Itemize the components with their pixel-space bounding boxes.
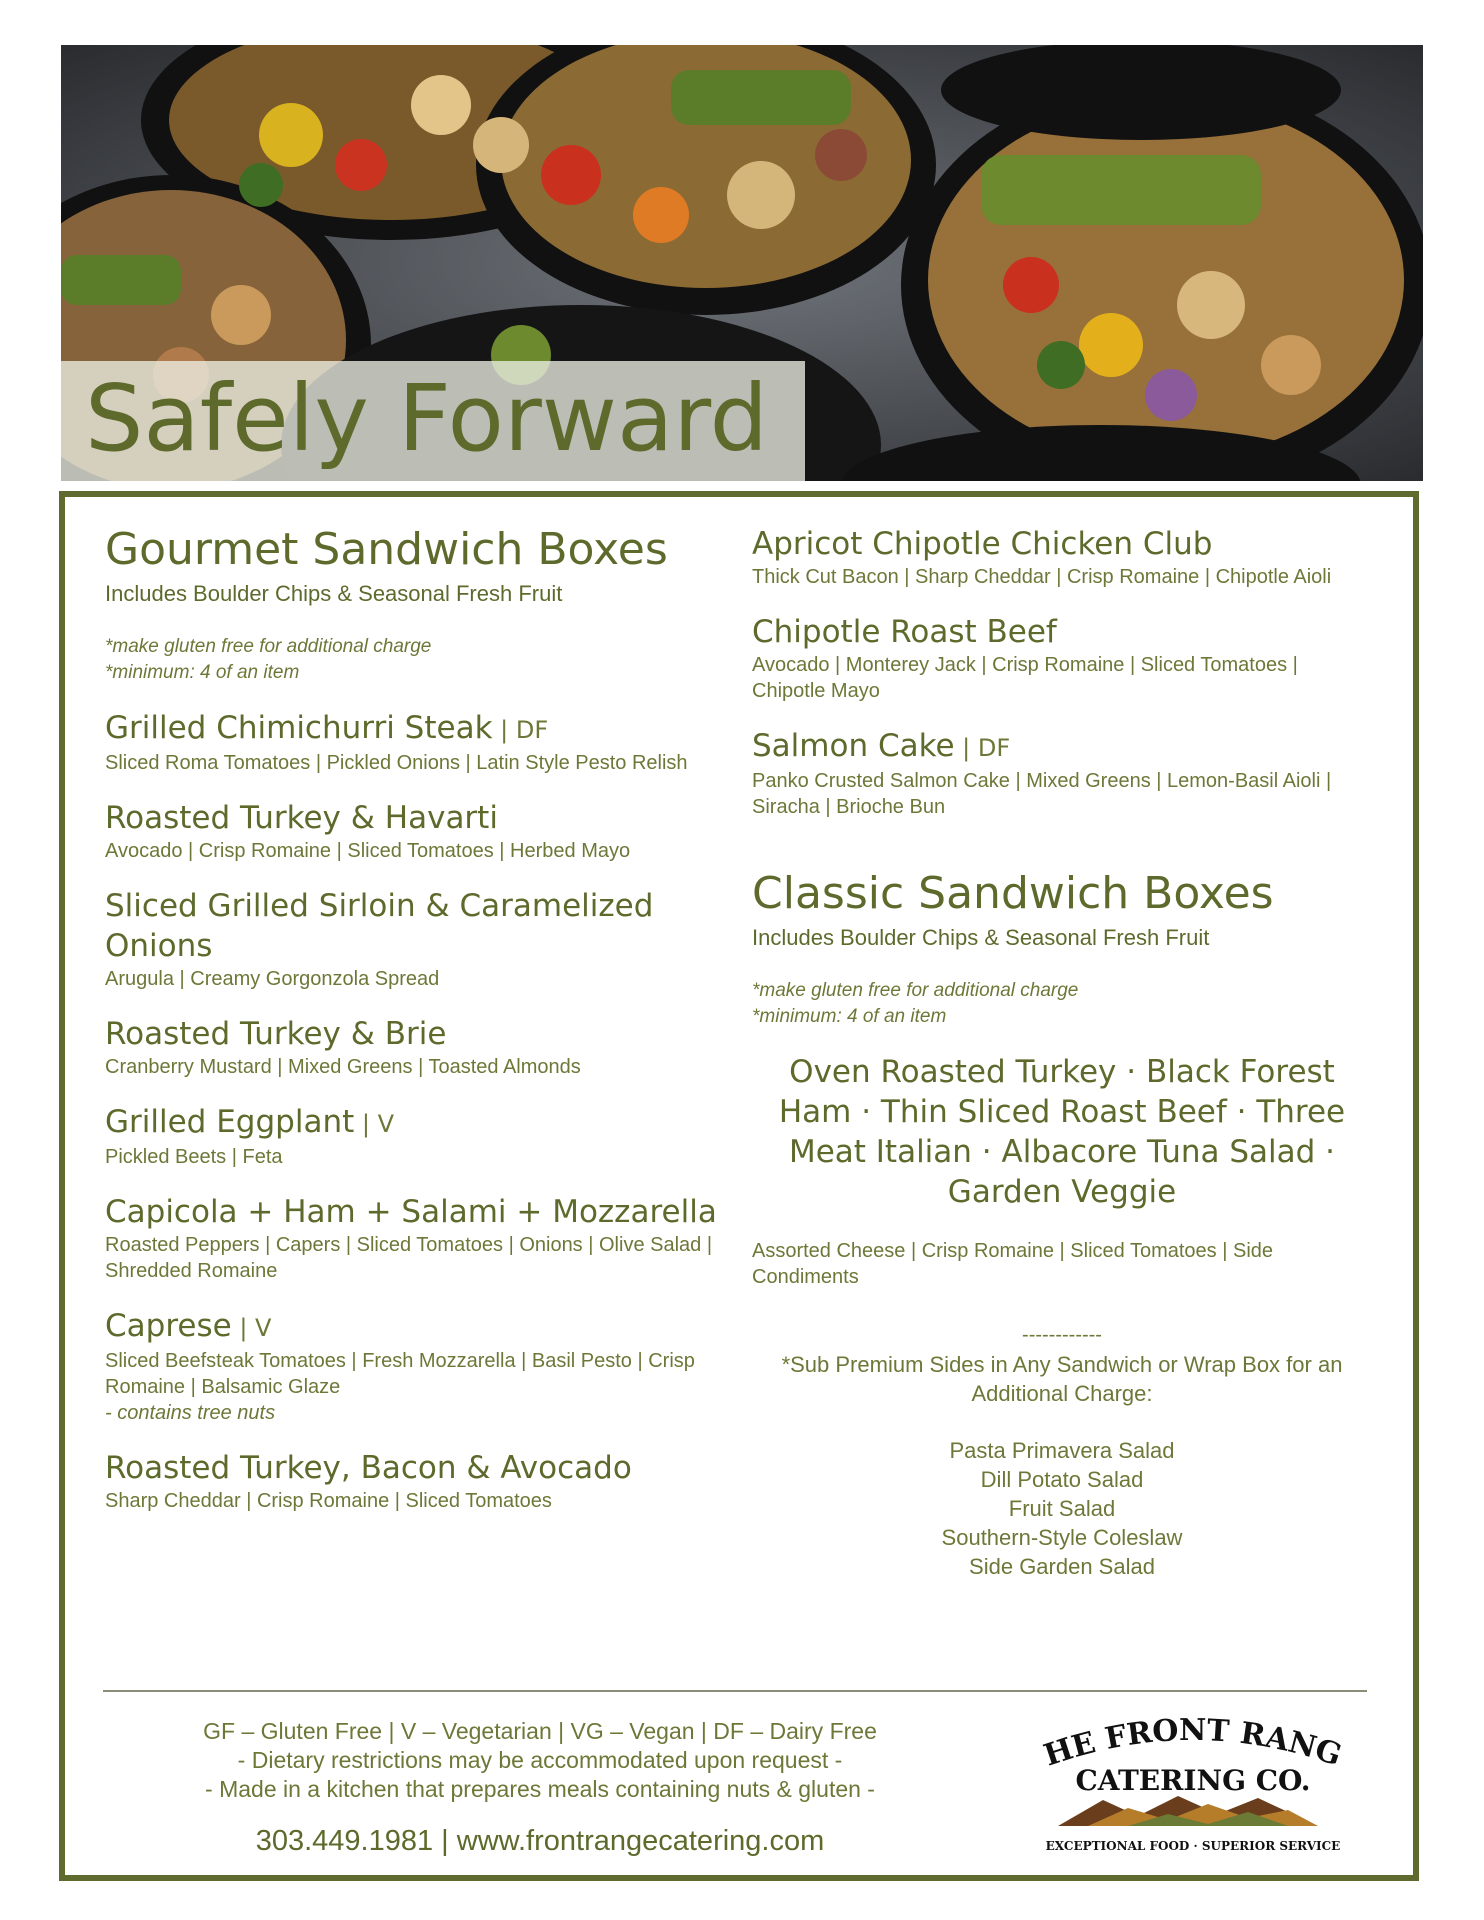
left-column: [105, 524, 725, 1514]
classic-subtitle: Includes Boulder Chips & Seasonal Fresh Fruit: [752, 925, 1210, 950]
item-description: Avocado | Monterey Jack | Crisp Romaine | Sliced Tomatoes | Chipotle Mayo: [752, 654, 1298, 702]
diet-tag: | DF: [492, 716, 549, 744]
gluten-free-note: *make gluten free for additional charge: [105, 636, 432, 657]
side-option: Dill Potato Salad: [980, 1467, 1144, 1492]
svg-text:THE FRONT RANGE: [1018, 1700, 1346, 1774]
item-description: Pickled Beets | Feta: [105, 1146, 283, 1168]
item-name: Sliced Grilled Sirloin & Caramelized Onions: [105, 888, 654, 964]
gourmet-subtitle: Includes Boulder Chips & Seasonal Fresh Fruit: [105, 581, 563, 606]
item-description: Arugula | Creamy Gorgonzola Spread: [105, 968, 440, 990]
logo-line1: HE FRONT RANG: [1039, 1712, 1346, 1774]
contact-info: 303.449.1981 | www.frontrangecatering.com: [255, 1825, 825, 1857]
item-name: Apricot Chipotle Chicken Club: [752, 526, 1213, 562]
item-description: Sliced Beefsteak Tomatoes | Fresh Mozzarella | Basil Pesto | Crisp Romaine | Balsamic Glaze: [105, 1350, 695, 1398]
footer-info: [140, 1717, 940, 1858]
side-option: Pasta Primavera Salad: [949, 1438, 1175, 1463]
item-description: Thick Cut Bacon | Sharp Cheddar | Crisp Romaine | Chipotle Aioli: [752, 566, 1332, 588]
item-name: Grilled Eggplant: [105, 1104, 355, 1140]
menu-item: [105, 708, 725, 776]
item-name: Caprese: [105, 1308, 232, 1344]
premium-sides-note: *Sub Premium Sides in Any Sandwich or Wrap Box for an Additional Charge:: [781, 1352, 1343, 1406]
gourmet-notes: [105, 634, 725, 686]
classic-section-title: Classic Sandwich Boxes: [752, 868, 1274, 919]
diet-tag: | V: [231, 1314, 272, 1342]
right-column: [752, 524, 1372, 1581]
item-description: Sliced Roma Tomatoes | Pickled Onions | Latin Style Pesto Relish: [105, 752, 688, 774]
item-description: Avocado | Crisp Romaine | Sliced Tomatoes | Herbed Mayo: [105, 840, 631, 862]
item-name: Capicola + Ham + Salami + Mozzarella: [105, 1194, 717, 1230]
hero-photo: [61, 45, 1423, 481]
diet-tag: | DF: [954, 734, 1011, 762]
menu-item: [105, 1102, 725, 1170]
minimum-note: *minimum: 4 of an item: [105, 662, 300, 683]
gourmet-section-title: Gourmet Sandwich Boxes: [105, 524, 668, 575]
classic-sandwich-list: Oven Roasted Turkey · Black Forest Ham · Thin Sliced Roast Beef · Three Meat Italian · Albacore Tuna Salad · Garden Veggie: [778, 1054, 1346, 1210]
menu-item: [105, 1306, 725, 1426]
item-name: Roasted Turkey & Brie: [105, 1016, 447, 1052]
menu-item: [105, 886, 725, 992]
kitchen-note: - Made in a kitchen that prepares meals containing nuts & gluten -: [205, 1776, 875, 1802]
side-option: Side Garden Salad: [969, 1554, 1155, 1579]
item-description: Roasted Peppers | Capers | Sliced Tomatoes | Onions | Olive Salad | Shredded Romaine: [105, 1234, 713, 1282]
menu-item: [105, 798, 725, 864]
item-name: Grilled Chimichurri Steak: [105, 710, 493, 746]
side-option: Southern-Style Coleslaw: [941, 1525, 1183, 1550]
classic-notes: [752, 978, 1372, 1030]
menu-item: [105, 1014, 725, 1080]
menu-item: [752, 612, 1372, 704]
premium-sides-list: [752, 1436, 1372, 1581]
logo-tagline: EXCEPTIONAL FOOD · SUPERIOR SERVICE: [1045, 1839, 1341, 1853]
diet-legend: GF – Gluten Free | V – Vegetarian | VG – Vegan | DF – Dairy Free: [203, 1718, 877, 1744]
item-name: Salmon Cake: [752, 728, 955, 764]
item-name: Roasted Turkey & Havarti: [105, 800, 498, 836]
dietary-note: - Dietary restrictions may be accommodated upon request -: [237, 1747, 843, 1773]
gluten-free-note: *make gluten free for additional charge: [752, 980, 1079, 1001]
menu-item: [752, 726, 1372, 820]
item-description: Panko Crusted Salmon Cake | Mixed Greens | Lemon-Basil Aioli | Siracha | Brioche Bun: [752, 770, 1332, 818]
page-title: Safely Forward: [85, 365, 768, 472]
allergen-note: - contains tree nuts: [105, 1402, 276, 1424]
menu-item: [752, 524, 1372, 590]
menu-item: [105, 1448, 725, 1514]
diet-tag: | V: [354, 1110, 395, 1138]
item-description: Cranberry Mustard | Mixed Greens | Toasted Almonds: [105, 1056, 581, 1078]
company-logo: [1018, 1700, 1368, 1860]
classic-section: [752, 868, 1372, 1581]
side-option: Fruit Salad: [1008, 1496, 1116, 1521]
item-name: Roasted Turkey, Bacon & Avocado: [105, 1450, 632, 1486]
menu-item: [105, 1192, 725, 1284]
classic-description: Assorted Cheese | Crisp Romaine | Sliced Tomatoes | Side Condiments: [752, 1240, 1274, 1288]
item-description: Sharp Cheddar | Crisp Romaine | Sliced Tomatoes: [105, 1490, 552, 1512]
logo-line2: CATERING CO.: [1075, 1764, 1311, 1797]
dashed-divider: ------------: [1022, 1324, 1102, 1346]
footer-divider: [103, 1690, 1367, 1692]
item-name: Chipotle Roast Beef: [752, 614, 1057, 650]
minimum-note: *minimum: 4 of an item: [752, 1006, 947, 1027]
